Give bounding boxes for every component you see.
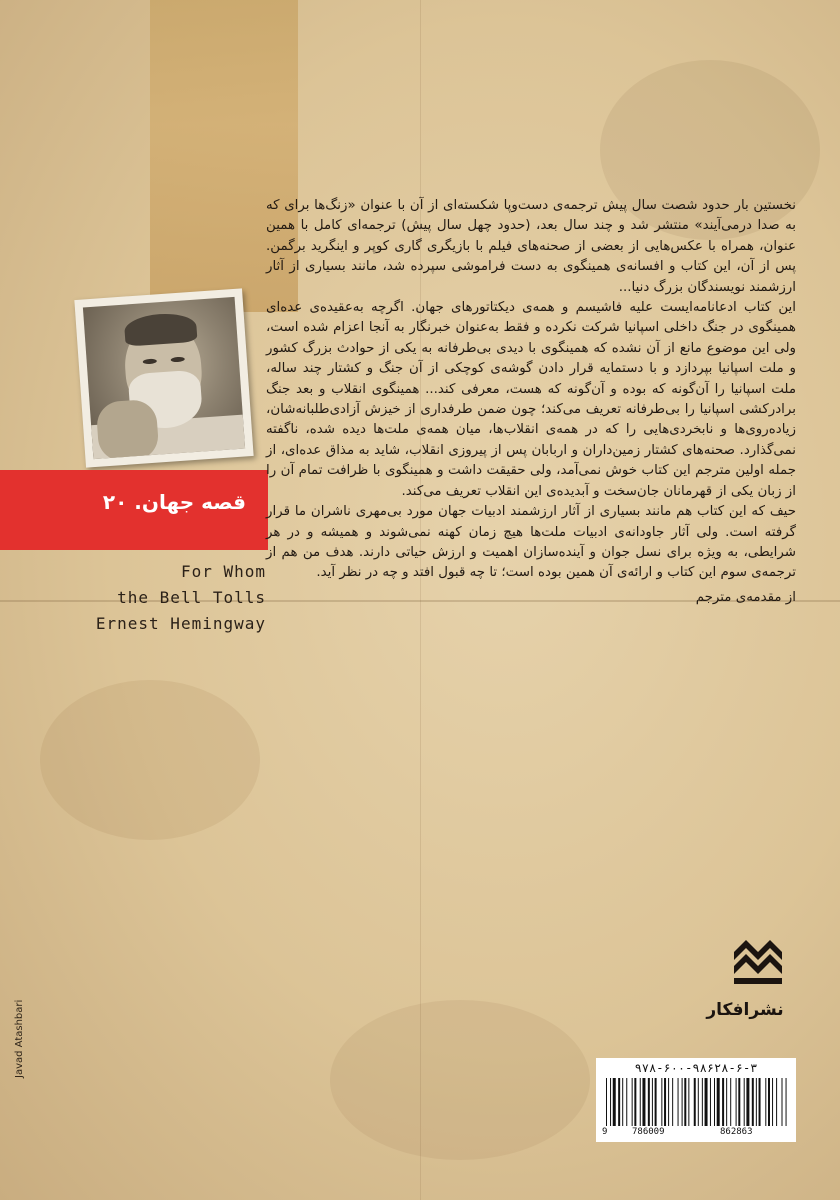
portrait-hair <box>124 312 198 347</box>
publisher-logo-icon <box>728 930 788 990</box>
barcode-bar <box>717 1078 720 1126</box>
author-photo <box>74 288 253 467</box>
barcode-bar <box>661 1078 662 1126</box>
barcode-bar <box>730 1078 731 1126</box>
blurb-paragraph: این کتاب ادعانامه‌ایست علیه فاشیسم و همه‌ی دیکتاتورهای جهان. اگرچه به‌عقیده‌ی عده‌ای همینگوی در جنگ داخلی اسپانیا شرکت نکرده و فقط به‌عنوان خبرنگار به آنجا اعزام شده است، ولی این موضوع مانع از آن نشده که همینگوی با دیدی بی‌طرفانه به یکی از حوادث بزرگ کشور و ملت اسپانیا بپردازد و با دستمایه قرار دادن گوشه‌ی کوچکی از آن جنگ و کشتار چند ساله، ملت اسپانیا را آن‌گونه که بوده و آن‌گونه که هست، معرفی کند... همینگوی انقلاب و بعد جنگ برادرکشی اسپانیا را بی‌طرفانه تعریف می‌کند؛ چون ضمن طرفداری از خیزش آزادی‌طلبانه‌شان، زیاده‌روی‌ها و نابخردی‌هایی را که در همه‌ی انقلاب‌ها، میان همه‌ی ملت‌ها دیده شده، ناگفته نمی‌گذارد. صحنه‌های کشتار زمین‌داران و اربابان پس از پیروزی انقلاب، شاید به مذاق عده‌ای، از جمله اولین مترجم این کتاب خوش نمی‌آمد، ولی حقیقت داشت و همینگوی با ظرافت تمام آن را از زبان یکی از قهرمانان جان‌سخت و آبدیده‌ی این انقلاب تعریف می‌کند. <box>266 300 796 499</box>
barcode-bar <box>752 1078 754 1126</box>
barcode-bar <box>655 1078 657 1126</box>
barcode-bar <box>664 1078 666 1126</box>
barcode-bar <box>668 1078 669 1126</box>
barcode-bar <box>632 1078 633 1126</box>
author-name: Ernest Hemingway <box>95 614 266 633</box>
barcode-bar <box>652 1078 653 1126</box>
publisher-name: نشرافکار <box>706 1000 784 1020</box>
author-portrait <box>83 297 245 459</box>
barcode-bar <box>768 1078 770 1126</box>
barcode-bar <box>688 1078 689 1126</box>
blurb-paragraph: حیف که این کتاب هم مانند بسیاری از آثار ارزشمند ادبیات جهان مورد بی‌مهری ناشران ما قرار گرفته است. ولی آثار جاودانه‌ی ادبیات ملت‌ها هیچ زمان کهنه نمی‌شوند و همیشه و در هر شرایطی، به ویژه برای نسل جوان و آینده‌سازان اهمیت و ارزش حیاتی دارند. هدف من هم از ترجمه‌ی سوم این کتاب و ارائه‌ی آن همین بوده است؛ تا چه قبول افتد و چه در نظر آید. <box>266 504 796 581</box>
paper-stain <box>40 680 260 840</box>
barcode-bar <box>622 1078 623 1126</box>
blurb-paragraph: نخستین بار حدود شصت سال پیش ترجمه‌ی دست‌وپا شکسته‌ای از آن با عنوان «زنگ‌ها برای که به صدا درمی‌آیند» منتشر شد و چند سال بعد، (حدود چهل سال پیش) ترجمه‌ای کامل با همین عنوان، همراه با عکس‌هایی از بعضی از صحنه‌های فیلم با بازیگری گاری کوپر و اینگرید برگمن. پس از آن، این کتاب و افسانه‌ی همینگوی به دست فراموشی سپرده شد، مانند بسیاری از آثار ارزشمند نویسندگان بزرگ دنیا... <box>266 198 796 295</box>
barcode-bar <box>726 1078 727 1126</box>
back-cover-blurb <box>266 196 796 608</box>
barcode-digit-first: 9 <box>602 1127 608 1137</box>
barcode-bar <box>642 1078 645 1126</box>
barcode-bars <box>604 1078 788 1126</box>
barcode-bar <box>698 1078 699 1126</box>
barcode-bar <box>610 1078 611 1126</box>
portrait-hand <box>96 399 160 459</box>
barcode-bar <box>678 1078 679 1126</box>
english-title <box>96 559 266 637</box>
barcode-bar <box>722 1078 724 1126</box>
barcode-bar <box>738 1078 740 1126</box>
barcode-bar <box>710 1078 711 1126</box>
barcode-bar <box>736 1078 737 1126</box>
series-label: قصه جهان. ۲۰ <box>102 490 246 514</box>
barcode-bar <box>776 1078 777 1126</box>
barcode-bar <box>702 1078 703 1126</box>
paper-stain <box>330 1000 590 1160</box>
barcode-bar <box>682 1078 683 1126</box>
series-banner <box>0 470 268 550</box>
english-title-line: the Bell Tolls <box>117 588 266 607</box>
barcode-bar <box>772 1078 773 1126</box>
barcode-bar <box>759 1078 761 1126</box>
barcode-digits-left: 786009 <box>632 1127 665 1137</box>
barcode-bar <box>786 1078 787 1126</box>
barcode <box>596 1058 796 1142</box>
barcode-bar <box>694 1078 696 1126</box>
barcode-bar <box>618 1078 620 1126</box>
english-title-line: For Whom <box>180 562 266 581</box>
barcode-bar <box>714 1078 715 1126</box>
barcode-bar <box>746 1078 749 1126</box>
barcode-bar <box>765 1078 766 1126</box>
barcode-bar <box>648 1078 650 1126</box>
barcode-bar <box>684 1078 686 1126</box>
barcode-bar <box>756 1078 757 1126</box>
barcode-bar <box>782 1078 783 1126</box>
barcode-bar <box>626 1078 627 1126</box>
barcode-bar <box>634 1078 636 1126</box>
barcode-bar <box>606 1078 607 1126</box>
barcode-digits-right: 862863 <box>720 1127 753 1137</box>
source-note: از مقدمه‌ی مترجم <box>695 589 796 605</box>
barcode-bar <box>613 1078 616 1126</box>
barcode-bar <box>672 1078 673 1126</box>
barcode-bar <box>640 1078 641 1126</box>
barcode-bar <box>744 1078 745 1126</box>
isbn: ۹۷۸-۶۰۰-۹۸۶۲۸-۶-۳ <box>634 1061 758 1075</box>
designer-credit: Javad Atashbari <box>14 999 25 1078</box>
barcode-bar <box>705 1078 708 1126</box>
